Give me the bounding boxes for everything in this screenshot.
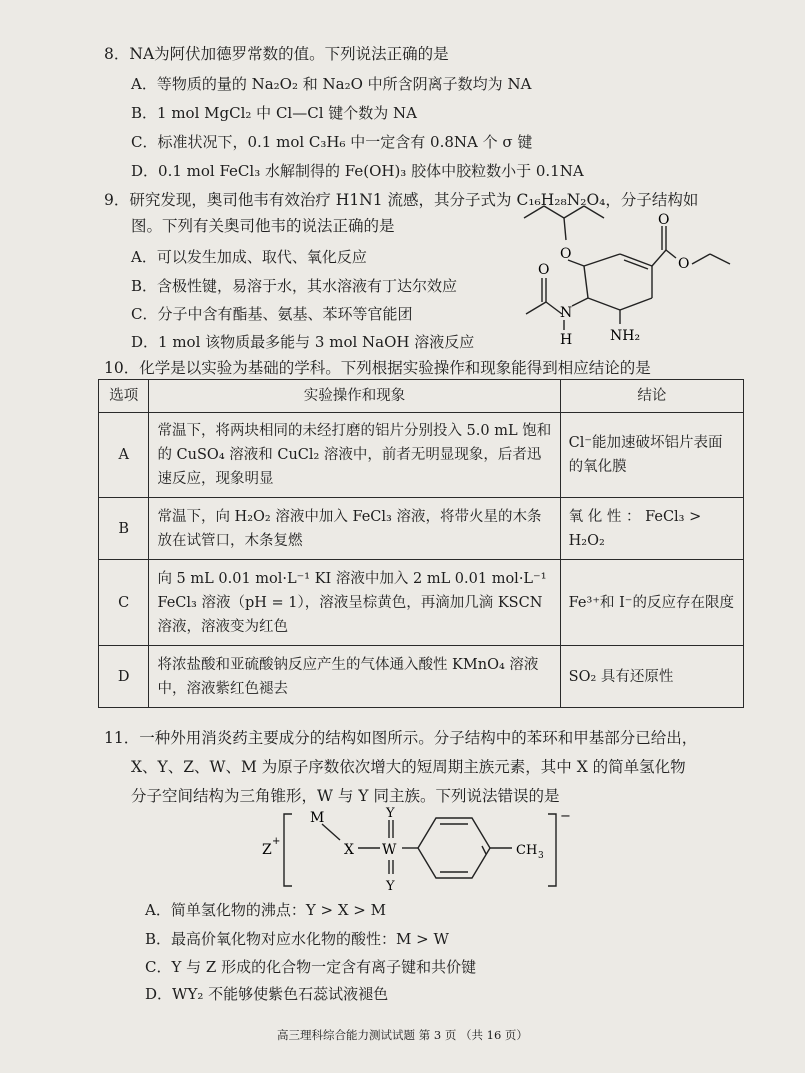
q10-stem xyxy=(104,358,651,378)
q9-option-b: B．含极性键，易溶于水，其水溶液有丁达尔效应 xyxy=(131,277,458,295)
table-cell-option: B xyxy=(99,498,149,560)
struct-y-top: Y xyxy=(386,806,395,821)
q11-stem-line3: 分子空间结构为三角锥形，W 与 Y 同主族。下列说法错误的是 xyxy=(131,787,560,805)
q10-number: 10． xyxy=(104,359,140,377)
table-cell-operation: 向 5 mL 0.01 mol·L⁻¹ KI 溶液中加入 2 mL 0.01 mol·L⁻¹ FeCl₃ 溶液（pH = 1），溶液呈棕黄色，再滴加几滴 KSCN 溶液，溶液变为红色 xyxy=(149,560,560,646)
struct-nh2: NH₂ xyxy=(610,328,641,344)
q11-option-a: A．简单氢化物的沸点：Y > X > M xyxy=(145,901,386,919)
struct-o-amide: O xyxy=(538,262,550,278)
struct-n: N xyxy=(560,305,573,321)
struct-anion-charge: − xyxy=(560,809,571,824)
table-cell-option: D xyxy=(99,646,149,708)
q11-option-b: B．最高价氧化物对应水化物的酸性：M > W xyxy=(145,930,449,948)
table-header-conclusion: 结论 xyxy=(560,380,743,413)
q9-option-d: D．1 mol 该物质最多能与 3 mol NaOH 溶液反应 xyxy=(131,333,475,351)
table-header-option: 选项 xyxy=(99,380,149,413)
q8-option-d: D．0.1 mol FeCl₃ 水解制得的 Fe(OH)₃ 胶体中胶粒数小于 0.1NA xyxy=(131,162,584,180)
q8-stem xyxy=(104,44,449,64)
table-row xyxy=(99,646,744,708)
table-header-row xyxy=(99,380,744,413)
table-cell-conclusion: Cl⁻能加速破坏铝片表面的氧化膜 xyxy=(560,413,743,498)
struct-h: H xyxy=(560,332,573,348)
q11-number: 11． xyxy=(104,729,140,747)
struct-o-carbonyl: O xyxy=(658,212,670,228)
q9-number: 9． xyxy=(104,191,130,209)
q9-option-c: C．分子中含有酯基、氨基、苯环等官能团 xyxy=(131,305,413,323)
q9-stem-text-1: 研究发现，奥司他韦有效治疗 H1N1 流感，其分子式为 C₁₆H₂₈N₂O₄，分子结构如 xyxy=(129,191,699,209)
q8-option-b: B．1 mol MgCl₂ 中 Cl—Cl 键个数为 NA xyxy=(131,104,417,122)
table-cell-conclusion: SO₂ 具有还原性 xyxy=(560,646,743,708)
table-cell-operation: 常温下，将两块相同的未经打磨的铝片分别投入 5.0 mL 饱和的 CuSO₄ 溶液和 CuCl₂ 溶液中，前者无明显现象，后者迅速反应，现象明显 xyxy=(149,413,560,498)
page-footer: 高三理科综合能力测试试题 第 3 页 （共 16 页） xyxy=(277,1028,528,1042)
q11-option-d: D．WY₂ 不能够使紫色石蕊试液褪色 xyxy=(145,985,389,1003)
struct-ch3-subscript: 3 xyxy=(538,851,544,861)
q8-option-a: A．等物质的量的 Na₂O₂ 和 Na₂O 中所含阴离子数均为 NA xyxy=(131,75,532,93)
q8-number: 8． xyxy=(104,45,130,63)
struct-z: Z xyxy=(262,842,272,858)
oseltamivir-structure xyxy=(510,196,750,348)
struct-x: X xyxy=(344,842,354,858)
table-header-operation: 实验操作和现象 xyxy=(149,380,560,413)
table-cell-conclusion: Fe³⁺和 I⁻的反应存在限度 xyxy=(560,560,743,646)
ionic-compound-structure xyxy=(258,806,578,894)
table-row xyxy=(99,498,744,560)
table-cell-operation: 将浓盐酸和亚硫酸钠反应产生的气体通入酸性 KMnO₄ 溶液中，溶液紫红色褪去 xyxy=(149,646,560,708)
q11-stem-text-1: 一种外用消炎药主要成分的结构如图所示。分子结构中的苯环和甲基部分已给出， xyxy=(139,729,698,747)
q11-stem-line1 xyxy=(104,728,697,748)
struct-z-charge: + xyxy=(272,836,281,847)
struct-ch3: CH xyxy=(516,843,538,858)
q9-option-a: A．可以发生加成、取代、氧化反应 xyxy=(131,248,367,266)
struct-o-ester: O xyxy=(678,256,690,272)
q8-option-c: C．标准状况下，0.1 mol C₃H₆ 中一定含有 0.8NA 个 σ 键 xyxy=(131,133,533,151)
table-cell-option: A xyxy=(99,413,149,498)
table-row xyxy=(99,560,744,646)
table-cell-operation: 常温下，向 H₂O₂ 溶液中加入 FeCl₃ 溶液，将带火星的木条放在试管口，木条复燃 xyxy=(149,498,560,560)
experiment-table xyxy=(98,379,744,708)
q11-option-c: C．Y 与 Z 形成的化合物一定含有离子键和共价键 xyxy=(145,958,477,976)
table-cell-option: C xyxy=(99,560,149,646)
q9-stem-line2: 图。下列有关奥司他韦的说法正确的是 xyxy=(131,217,395,235)
q11-stem-line2: X、Y、Z、W、M 为原子序数依次增大的短周期主族元素，其中 X 的简单氢化物 xyxy=(131,758,686,776)
q10-stem-text: 化学是以实验为基础的学科。下列根据实验操作和现象能得到相应结论的是 xyxy=(139,359,651,377)
table-cell-conclusion: 氧 化 性 ： FeCl₃ > H₂O₂ xyxy=(560,498,743,560)
table-row xyxy=(99,413,744,498)
q8-stem-text: NA为阿伏加德罗常数的值。下列说法正确的是 xyxy=(129,45,449,63)
struct-y-bottom: Y xyxy=(386,879,395,894)
struct-m: M xyxy=(310,810,325,826)
struct-w: W xyxy=(382,842,397,858)
struct-o-ether: O xyxy=(560,246,572,262)
